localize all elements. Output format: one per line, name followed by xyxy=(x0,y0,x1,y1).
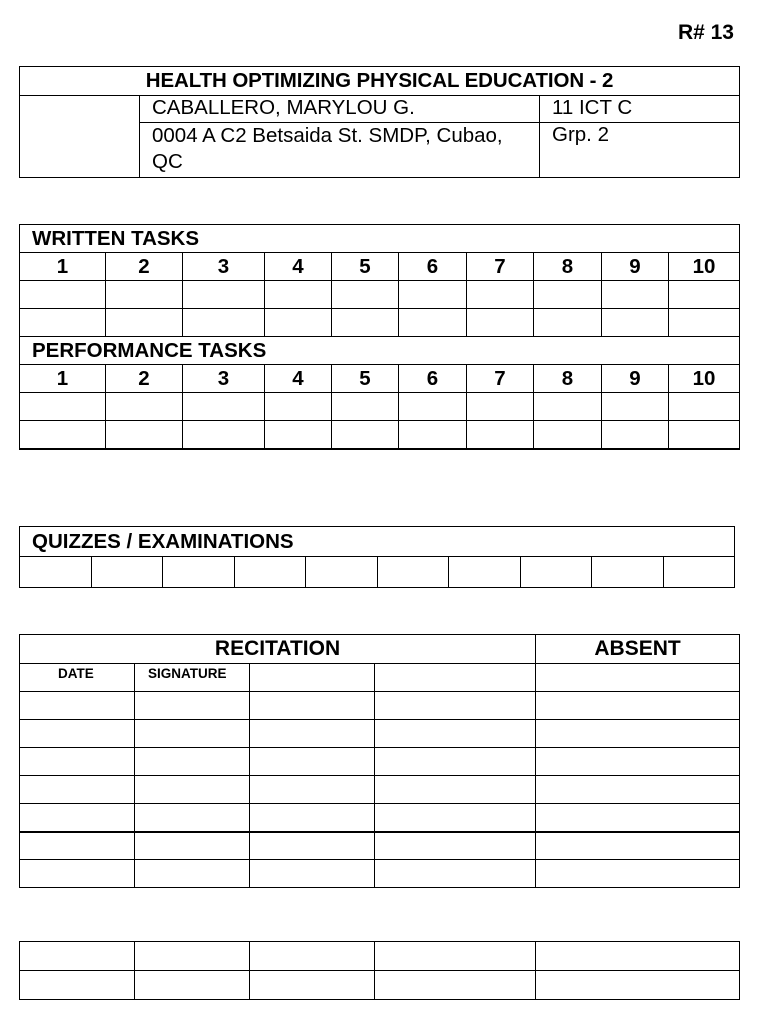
score-cell xyxy=(669,393,740,421)
performance-score-row xyxy=(20,421,740,449)
score-cell xyxy=(399,421,467,449)
score-cell xyxy=(183,309,265,337)
score-cell xyxy=(602,309,669,337)
score-cell xyxy=(234,557,306,588)
score-cell xyxy=(183,393,265,421)
score-cell xyxy=(106,281,183,309)
recitation-row xyxy=(20,748,740,776)
score-cell xyxy=(534,421,602,449)
score-cell xyxy=(265,309,332,337)
written-task-number: 7 xyxy=(467,253,534,281)
score-cell xyxy=(332,281,399,309)
student-info-table xyxy=(19,66,740,178)
score-cell xyxy=(467,281,534,309)
score-cell xyxy=(20,309,106,337)
blank-header xyxy=(250,664,375,692)
student-section: 11 ICT C xyxy=(540,96,740,123)
quizzes-title: QUIZZES / EXAMINATIONS xyxy=(20,527,735,557)
score-cell xyxy=(669,421,740,449)
written-task-number: 2 xyxy=(106,253,183,281)
written-task-number: 4 xyxy=(265,253,332,281)
absent-title: ABSENT xyxy=(536,635,740,664)
written-task-number: 8 xyxy=(534,253,602,281)
score-cell xyxy=(20,393,106,421)
score-cell xyxy=(91,557,163,588)
performance-task-number: 6 xyxy=(399,365,467,393)
recitation-title: RECITATION xyxy=(20,635,536,664)
written-task-number: 1 xyxy=(20,253,106,281)
score-cell xyxy=(377,557,449,588)
written-task-number: 3 xyxy=(183,253,265,281)
performance-tasks-title: PERFORMANCE TASKS xyxy=(20,337,740,365)
score-cell xyxy=(602,421,669,449)
score-cell xyxy=(520,557,592,588)
record-number: R# 13 xyxy=(677,21,734,44)
quizzes-table xyxy=(19,526,735,588)
score-cell xyxy=(602,393,669,421)
photo-cell xyxy=(20,96,140,178)
tasks-table xyxy=(19,224,740,450)
score-cell xyxy=(265,421,332,449)
performance-task-number: 9 xyxy=(602,365,669,393)
score-cell xyxy=(20,421,106,449)
score-cell xyxy=(332,393,399,421)
written-score-row xyxy=(20,281,740,309)
recitation-table xyxy=(19,634,740,888)
performance-task-number: 3 xyxy=(183,365,265,393)
student-group: Grp. 2 xyxy=(540,123,740,178)
student-address: 0004 A C2 Betsaida St. SMDP, Cubao, QC xyxy=(140,123,540,178)
recitation-row xyxy=(20,832,740,860)
extra-table xyxy=(19,941,740,1000)
score-cell xyxy=(592,557,664,588)
score-cell xyxy=(467,309,534,337)
score-cell xyxy=(534,309,602,337)
performance-task-number: 7 xyxy=(467,365,534,393)
blank-header xyxy=(375,664,536,692)
score-cell xyxy=(399,309,467,337)
written-task-number: 10 xyxy=(669,253,740,281)
performance-task-number: 4 xyxy=(265,365,332,393)
written-score-row xyxy=(20,309,740,337)
score-cell xyxy=(602,281,669,309)
absent-header-cell xyxy=(536,664,740,692)
extra-row xyxy=(20,942,740,971)
written-task-number: 6 xyxy=(399,253,467,281)
written-task-number: 5 xyxy=(332,253,399,281)
performance-task-number: 1 xyxy=(20,365,106,393)
score-cell xyxy=(332,309,399,337)
score-cell xyxy=(20,557,92,588)
recitation-row xyxy=(20,720,740,748)
score-cell xyxy=(106,309,183,337)
signature-header: SIGNATURE xyxy=(135,664,250,692)
score-cell xyxy=(467,393,534,421)
performance-task-number: 5 xyxy=(332,365,399,393)
score-cell xyxy=(183,421,265,449)
score-cell xyxy=(183,281,265,309)
written-task-number: 9 xyxy=(602,253,669,281)
score-cell xyxy=(534,393,602,421)
recitation-row xyxy=(20,804,740,832)
recitation-row xyxy=(20,860,740,888)
score-cell xyxy=(106,393,183,421)
score-cell xyxy=(669,309,740,337)
score-cell xyxy=(332,421,399,449)
extra-row xyxy=(20,971,740,1000)
performance-task-number: 8 xyxy=(534,365,602,393)
performance-score-row xyxy=(20,393,740,421)
recitation-row xyxy=(20,692,740,720)
score-cell xyxy=(163,557,235,588)
score-cell xyxy=(663,557,735,588)
score-cell xyxy=(306,557,378,588)
score-cell xyxy=(534,281,602,309)
score-cell xyxy=(399,393,467,421)
written-tasks-title: WRITTEN TASKS xyxy=(20,225,740,253)
date-header: DATE xyxy=(20,664,135,692)
score-cell xyxy=(106,421,183,449)
score-cell xyxy=(449,557,521,588)
score-cell xyxy=(265,281,332,309)
score-cell xyxy=(467,421,534,449)
subject-title: HEALTH OPTIMIZING PHYSICAL EDUCATION - 2 xyxy=(20,67,740,96)
score-cell xyxy=(265,393,332,421)
recitation-row xyxy=(20,776,740,804)
performance-task-number: 2 xyxy=(106,365,183,393)
quiz-score-row xyxy=(20,557,735,588)
score-cell xyxy=(669,281,740,309)
score-cell xyxy=(20,281,106,309)
performance-task-number: 10 xyxy=(669,365,740,393)
student-name: CABALLERO, MARYLOU G. xyxy=(140,96,540,123)
score-cell xyxy=(399,281,467,309)
